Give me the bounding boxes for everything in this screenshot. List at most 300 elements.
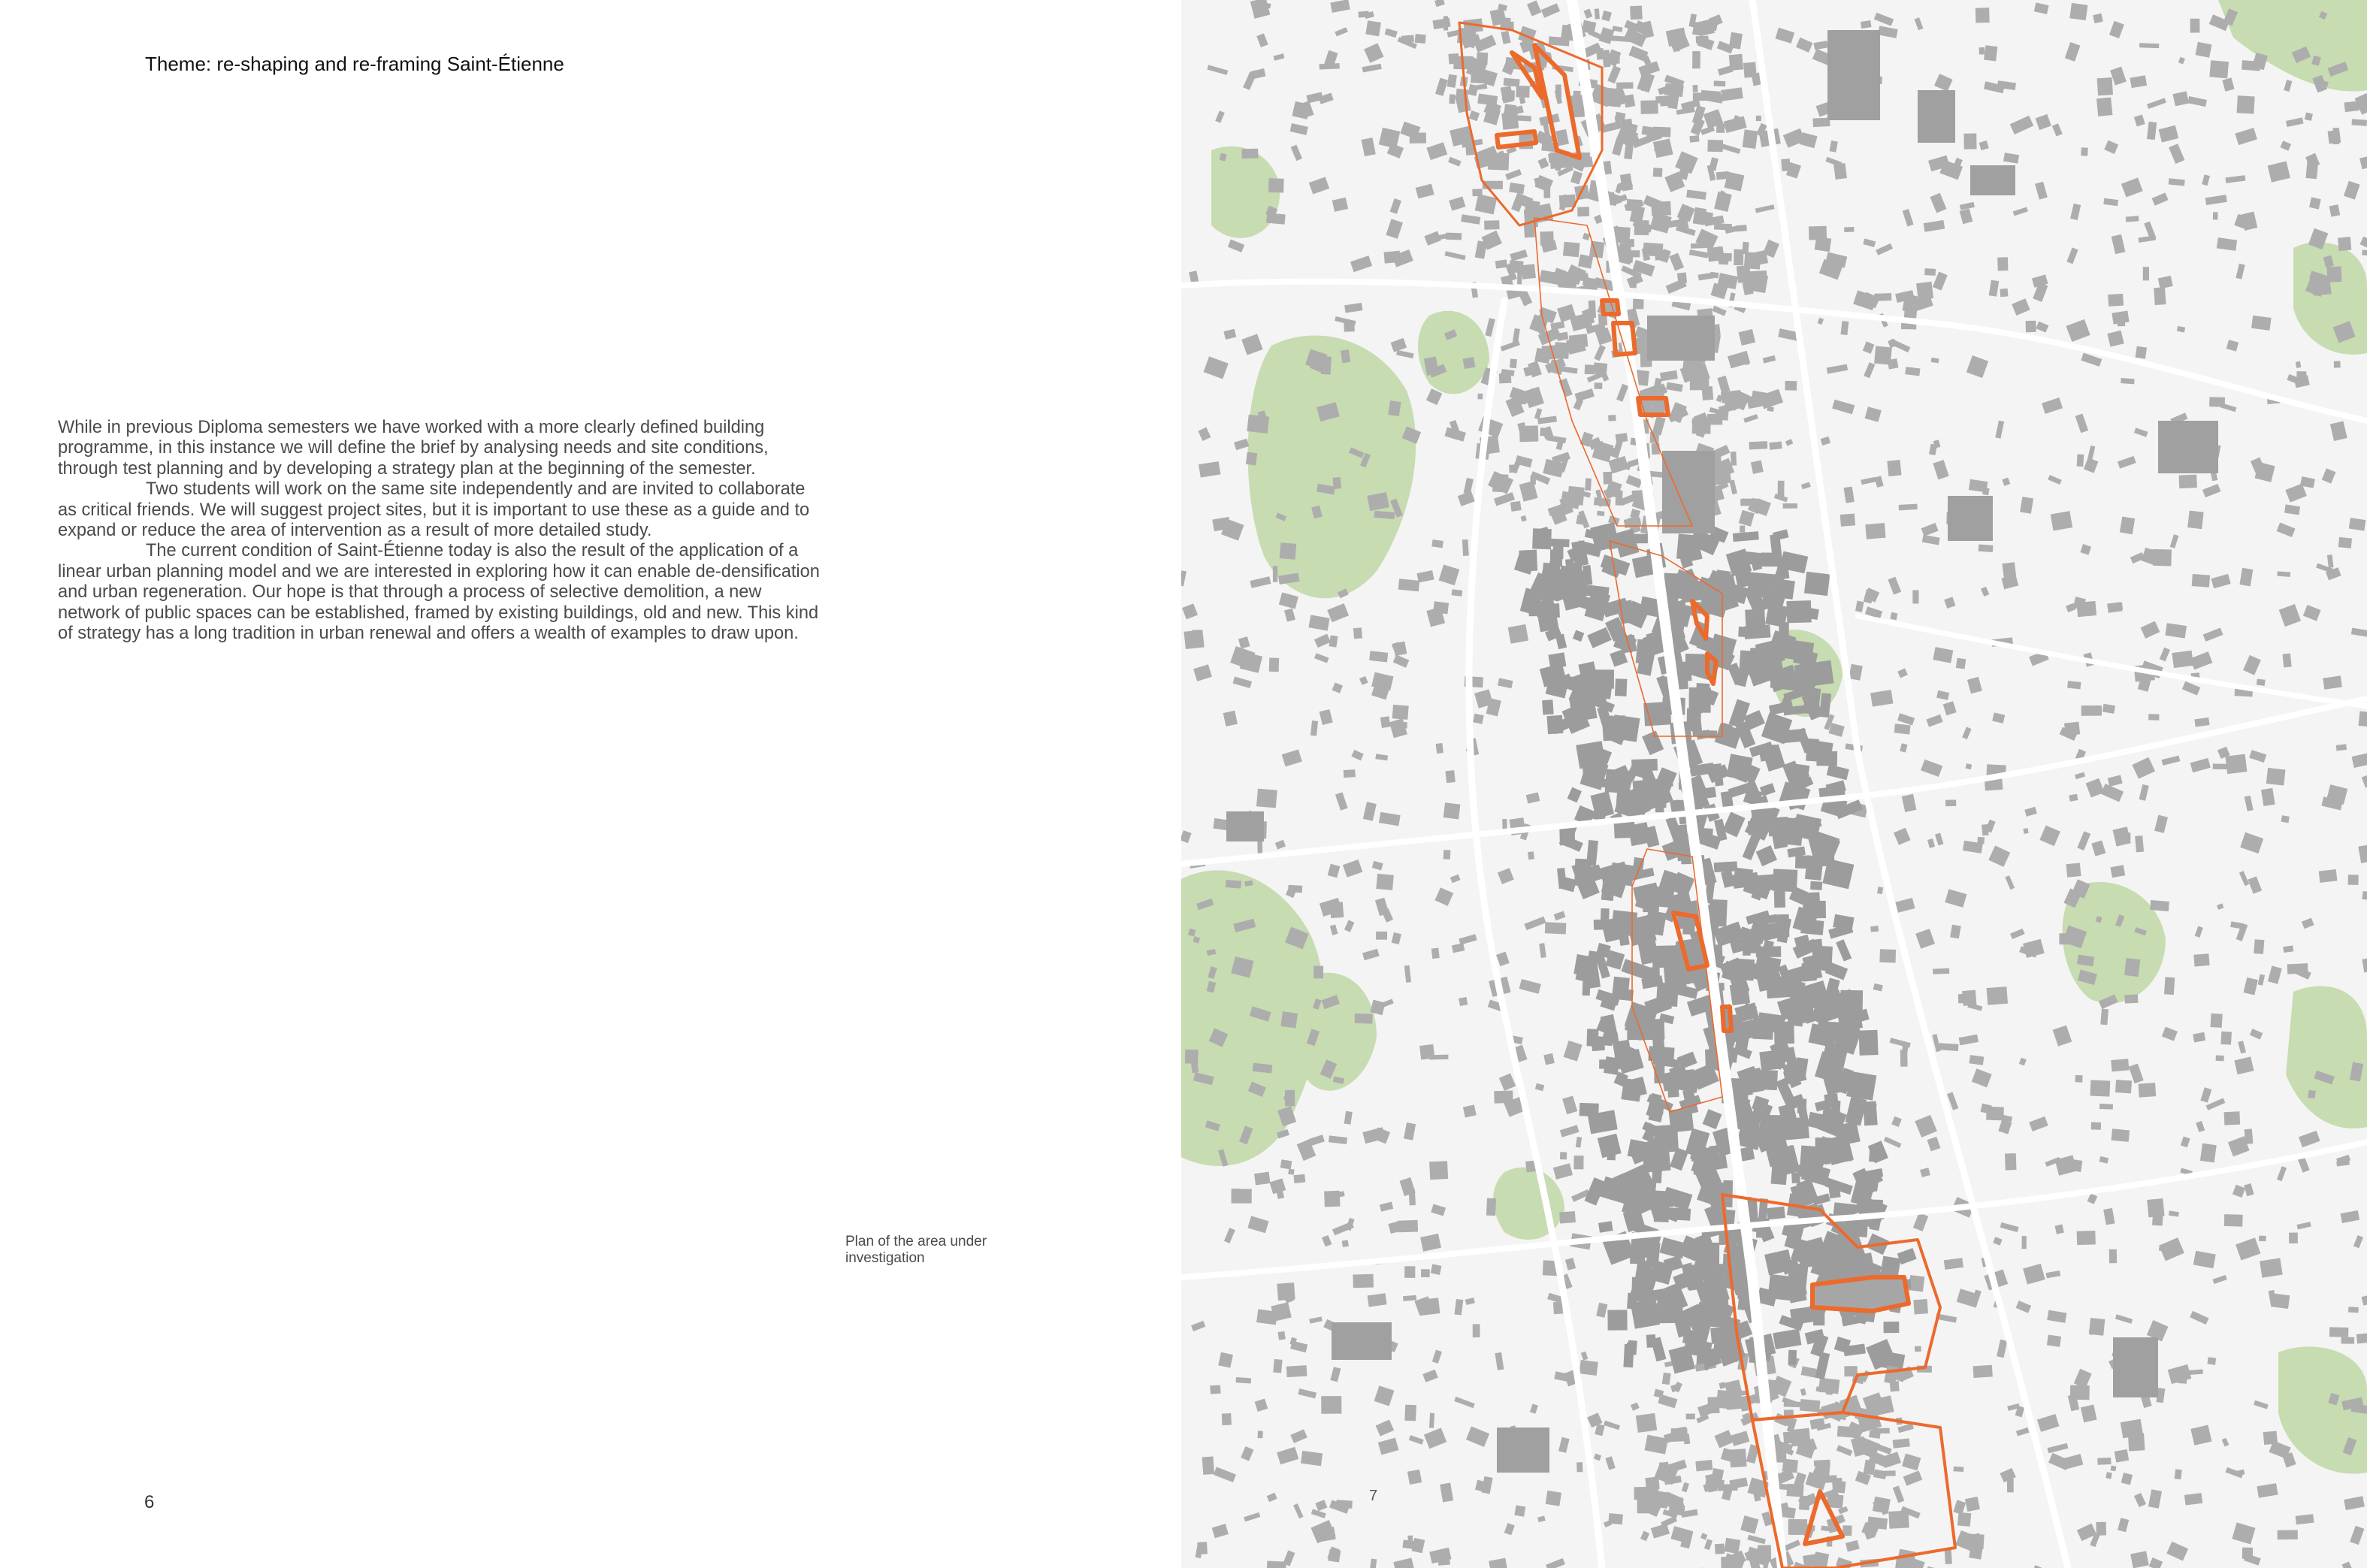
building-block (1320, 63, 1340, 69)
building-block (1365, 20, 1381, 36)
building-block (2090, 1080, 2110, 1097)
building-block (2179, 475, 2197, 488)
building-block (1756, 116, 1761, 121)
building-block (1607, 1310, 1627, 1330)
building-block (1737, 1282, 1749, 1299)
building-block (1246, 452, 1257, 466)
building-block (1750, 579, 1768, 594)
building-block (2111, 1466, 2117, 1472)
building-block (1342, 1240, 1349, 1247)
building-block (1979, 545, 1994, 553)
building-block (1450, 94, 1456, 104)
building-block (1355, 1014, 1373, 1024)
building-block (1286, 1365, 1307, 1377)
building-block (2118, 319, 2125, 327)
building-block (1738, 627, 1752, 638)
building-block (1353, 1274, 1374, 1288)
building-block (1514, 1505, 1525, 1516)
building-block (2308, 1090, 2316, 1099)
building-block (1714, 80, 1726, 86)
building-block (2108, 294, 2124, 307)
building-block (2097, 1458, 2111, 1465)
building-block (1640, 1304, 1658, 1319)
building-block (2164, 977, 2175, 995)
building-block (1398, 579, 1420, 591)
building-block (1913, 1299, 1928, 1314)
building-block (2147, 1198, 2164, 1217)
building-block (1780, 669, 1789, 678)
building-block (1742, 242, 1749, 254)
building-block (1884, 1322, 1900, 1333)
building-block (1277, 1282, 1295, 1301)
building-block (2115, 1080, 2132, 1093)
site-south-block (1812, 1277, 1909, 1311)
building-block (2154, 287, 2166, 305)
building-block (1652, 127, 1670, 137)
building-block (1256, 789, 1277, 808)
building-block (1887, 460, 1901, 476)
building-block (1495, 259, 1507, 268)
building-block (1979, 47, 1985, 55)
building-block (1987, 986, 2008, 1005)
building-block (1939, 1043, 1958, 1051)
building-block (1643, 243, 1663, 257)
building-block (1301, 1451, 1323, 1466)
building-block (1749, 270, 1767, 279)
building-block (2259, 1236, 2266, 1242)
building-block (1733, 868, 1753, 889)
building-block (1376, 874, 1393, 890)
building-block (1824, 1093, 1839, 1103)
building-block (1715, 1544, 1725, 1554)
building-block (1869, 1219, 1881, 1231)
building-block (1241, 149, 1258, 159)
building-block (1671, 1428, 1688, 1442)
building-block (1597, 511, 1604, 516)
building-block (1595, 8, 1600, 19)
building-block (1236, 1377, 1252, 1384)
building-block (1603, 472, 1612, 485)
building-block (1336, 1500, 1353, 1509)
building-block (2097, 77, 2113, 95)
building-block (1277, 1331, 1285, 1340)
building-block (1380, 716, 1391, 728)
building-block (1517, 268, 1522, 285)
paragraph-2: Two students will work on the same site independently and are invited to collaborate as critical friends. We will suggest project sites, but it is important to use these as a guide and to expand or reduce the area of intervention as a result of more detailed study. (58, 479, 810, 541)
building-block (1692, 51, 1700, 68)
building-block-large (1827, 30, 1880, 120)
building-block (2070, 1385, 2090, 1400)
building-block (1492, 474, 1508, 493)
building-block-large (1918, 90, 1955, 143)
building-block-large (1226, 811, 1264, 841)
building-block (2007, 1477, 2014, 1493)
building-block (1477, 394, 1483, 400)
building-block (1900, 1050, 1908, 1067)
building-block (1815, 1027, 1826, 1039)
building-block (2281, 815, 2290, 823)
building-block (1660, 95, 1674, 107)
building-block (1581, 956, 1594, 977)
building-block (1810, 881, 1822, 890)
building-block (2096, 97, 2113, 116)
building-block (2196, 42, 2212, 58)
building-block (1344, 321, 1355, 331)
building-block (2213, 212, 2218, 219)
building-block (1548, 153, 1557, 163)
building-block (1655, 793, 1666, 808)
building-block (2207, 1357, 2216, 1365)
building-block (1608, 415, 1616, 421)
building-block (2296, 361, 2301, 368)
building-block (1254, 1172, 1271, 1186)
building-block (1640, 100, 1658, 113)
building-block (1256, 1309, 1277, 1325)
building-block (2081, 147, 2088, 156)
building-block (1576, 1462, 1583, 1472)
building-block (2096, 1522, 2106, 1536)
building-block (1197, 1542, 1208, 1554)
building-block (1646, 1490, 1670, 1509)
building-block (1956, 658, 1966, 669)
building-block (1285, 1090, 1295, 1106)
building-block (2251, 316, 2272, 331)
building-block (2051, 511, 2072, 530)
building-block (1280, 542, 1297, 560)
building-block (1654, 144, 1670, 152)
building-block (1560, 1152, 1567, 1159)
building-block (1437, 1554, 1450, 1566)
building-block (1462, 539, 1469, 556)
building-block (1516, 115, 1531, 121)
building-block (2026, 321, 2036, 332)
building-block (2047, 1335, 2061, 1347)
building-block (2341, 1337, 2355, 1344)
building-block (2348, 875, 2359, 885)
building-block (2021, 1236, 2026, 1249)
building-block-large (1332, 1322, 1392, 1360)
building-block (1696, 36, 1709, 44)
building-block (1580, 1360, 1598, 1376)
building-block (1630, 282, 1637, 288)
building-block (1632, 555, 1654, 578)
building-block (1545, 922, 1567, 934)
building-block (1630, 5, 1643, 20)
building-block (1404, 1266, 1415, 1278)
building-block (2200, 1144, 2217, 1163)
building-block (1313, 966, 1323, 979)
building-block (1184, 630, 1205, 649)
building-block (1677, 273, 1687, 284)
building-block (2175, 1469, 2182, 1479)
map-caption: Plan of the area under investigation (845, 1234, 987, 1266)
building-block (1865, 523, 1885, 539)
building-block (1510, 501, 1522, 512)
building-block (1880, 1256, 1900, 1278)
building-block (1712, 1468, 1724, 1480)
building-block (2100, 1009, 2109, 1026)
building-block (1583, 977, 1591, 995)
building-block (1888, 358, 1899, 370)
building-block (1484, 220, 1499, 229)
building-block (1804, 572, 1830, 596)
building-block (2193, 953, 2209, 966)
building-block (1589, 301, 1596, 319)
building-block-large (1948, 496, 1993, 541)
building-block (1446, 233, 1462, 240)
building-block (1783, 503, 1797, 509)
building-block (1548, 652, 1566, 669)
building-block (1730, 1449, 1747, 1467)
building-block (1521, 264, 1536, 279)
building-block (1595, 382, 1603, 389)
building-block (1421, 1269, 1430, 1277)
building-block (2362, 891, 2367, 899)
building-block (1976, 8, 1990, 23)
building-block (2081, 705, 2102, 716)
building-block (1785, 381, 1797, 391)
building-block (2349, 518, 2366, 530)
building-block (1809, 226, 1827, 240)
building-block (1294, 1174, 1306, 1183)
building-block (1803, 901, 1826, 919)
building-block (1210, 1385, 1220, 1394)
building-block (2190, 19, 2200, 33)
paragraph-3: The current condition of Saint-Étienne today is also the result of the application of a linear urban planning model and we are interested in exploring how it can enable de-densification and urban regeneration. Our hope is that through a process of selective demolition, a new network of public spaces can be established, framed by existing buildings, old and new. This kind of strategy has a long tradition in urban renewal and offers a wealth of examples to draw upon. (58, 541, 820, 644)
building-block (2282, 654, 2291, 668)
building-block (1585, 478, 1592, 491)
building-block (1612, 977, 1630, 999)
building-block (1685, 654, 1708, 672)
building-block (1549, 539, 1569, 548)
building-block (2091, 1122, 2101, 1130)
building-block (1686, 1413, 1695, 1419)
building-block (1431, 948, 1440, 959)
building-block (2075, 1075, 2083, 1083)
building-block (2128, 1433, 2145, 1451)
building-block (1783, 1431, 1799, 1444)
building-block (1443, 802, 1461, 819)
building-block (1321, 1396, 1341, 1414)
building-block (1643, 900, 1659, 912)
building-block (2178, 1367, 2188, 1384)
building-block (1963, 1533, 1985, 1549)
page-number-right: 7 (1369, 1488, 1378, 1504)
building-block (1729, 32, 1743, 50)
building-block (1883, 1470, 1896, 1476)
building-block (1231, 1189, 1251, 1204)
building-block (1542, 699, 1554, 715)
building-block (1407, 1470, 1422, 1485)
building-block (2136, 346, 2147, 359)
building-block (1516, 86, 1529, 98)
building-block (1368, 1293, 1387, 1307)
building-block (1608, 1513, 1623, 1524)
building-block (1718, 1484, 1738, 1491)
building-block (1258, 1431, 1263, 1438)
building-block (2338, 537, 2352, 548)
building-block (2359, 711, 2367, 727)
building-block (1788, 763, 1809, 788)
building-block (1749, 441, 1768, 449)
building-block (2099, 1104, 2113, 1110)
building-block-large (1497, 1428, 1549, 1473)
building-block (1656, 983, 1679, 1007)
building-block (1524, 223, 1535, 238)
building-block (1924, 268, 1936, 276)
building-block (1401, 35, 1414, 42)
building-block (1909, 1275, 1924, 1292)
building-block (1840, 990, 1863, 1017)
building-block (1369, 651, 1388, 662)
building-block (1330, 902, 1344, 918)
building-block (1504, 78, 1520, 87)
building-block (1695, 1460, 1713, 1471)
building-block (1431, 539, 1443, 548)
building-block (2225, 754, 2247, 775)
building-block (2277, 571, 2290, 576)
building-block (2216, 1056, 2224, 1062)
building-block (2278, 1530, 2298, 1539)
building-block (1774, 1021, 1794, 1044)
building-block (1443, 850, 1451, 860)
building-block (1288, 1169, 1294, 1175)
building-block (2220, 1032, 2232, 1045)
building-block (1280, 1159, 1292, 1169)
building-block (2254, 939, 2264, 954)
building-block (1769, 441, 1782, 449)
building-block (1778, 481, 1785, 497)
building-block (1859, 1030, 1879, 1056)
building-block (1734, 249, 1743, 265)
building-block (2172, 651, 2193, 668)
building-block (2209, 60, 2229, 78)
building-block (1502, 90, 1515, 101)
building-block (1404, 1405, 1416, 1421)
building-block (1984, 45, 1997, 61)
left-page (0, 0, 1180, 1568)
building-block (1840, 513, 1855, 526)
building-block (1431, 1264, 1442, 1275)
building-block (1707, 140, 1723, 152)
building-block (1869, 1430, 1881, 1439)
building-block (1480, 54, 1486, 62)
building-block (1598, 1221, 1613, 1233)
building-block (1714, 861, 1738, 872)
building-block (2334, 361, 2341, 367)
building-block (2077, 455, 2084, 467)
building-block (1700, 90, 1721, 101)
building-block (1879, 949, 1896, 962)
building-block (1693, 85, 1698, 92)
building-block (2066, 863, 2081, 878)
building-block-large (1647, 316, 1715, 361)
building-block (2150, 900, 2169, 911)
building-block (1710, 1264, 1728, 1273)
building-block (1429, 1413, 1434, 1428)
building-block (1376, 932, 1387, 940)
building-block (1202, 1456, 1214, 1474)
building-block (2329, 1327, 2348, 1337)
building-block (1269, 658, 1279, 672)
building-block (2242, 1548, 2253, 1559)
building-block (1550, 683, 1561, 693)
building-block (1573, 1156, 1583, 1169)
building-block (1563, 242, 1580, 258)
building-block (2351, 119, 2367, 125)
building-block (1546, 1491, 1561, 1506)
building-block (2153, 549, 2172, 566)
building-block (1870, 926, 1879, 932)
building-block (1393, 642, 1407, 657)
building-block (1945, 800, 1956, 807)
building-block (1740, 526, 1745, 533)
building-block (2192, 574, 2210, 588)
building-block (1429, 1161, 1448, 1180)
building-block (1695, 1364, 1705, 1372)
building-block (2111, 1059, 2129, 1071)
building-block (1837, 1426, 1855, 1438)
building-block (1752, 1069, 1778, 1090)
building-block (1332, 477, 1341, 489)
building-block (2126, 216, 2139, 222)
building-block (1653, 168, 1663, 177)
building-block (1472, 189, 1482, 196)
building-block (2237, 95, 2255, 114)
building-block (1587, 669, 1614, 688)
building-block (2023, 828, 2028, 834)
building-block (1957, 1512, 1971, 1527)
building-block (1877, 887, 1883, 894)
building-block (2266, 768, 2286, 786)
building-block (1794, 1014, 1804, 1027)
building-block (2348, 1307, 2359, 1313)
building-block (1779, 817, 1804, 845)
building-block (1452, 589, 1463, 596)
building-block (1388, 400, 1401, 416)
building-block (1963, 134, 1976, 150)
building-block (1719, 253, 1732, 261)
building-block-large (2158, 421, 2218, 473)
building-block (1646, 1242, 1660, 1268)
building-block (1912, 591, 1918, 604)
building-block (1222, 1413, 1232, 1425)
building-block (1553, 1301, 1563, 1314)
building-block (1788, 1350, 1797, 1365)
building-block (1559, 828, 1575, 846)
building-block (1555, 84, 1561, 97)
building-block (1445, 770, 1455, 783)
building-block (1800, 1399, 1820, 1412)
building-block (1226, 880, 1241, 889)
building-block (1636, 639, 1649, 664)
building-block (2115, 1449, 2129, 1463)
building-block (1899, 504, 1918, 511)
city-map (1181, 0, 2367, 1568)
page-number-left: 6 (144, 1492, 155, 1512)
building-block (1615, 678, 1627, 696)
building-block (1997, 257, 2008, 270)
building-block (1598, 778, 1613, 788)
building-block (1731, 452, 1737, 466)
building-block-large (1662, 451, 1715, 533)
building-block (1673, 1310, 1694, 1322)
building-block (1628, 1340, 1637, 1355)
building-block (2211, 1014, 2223, 1028)
building-block (1786, 600, 1811, 623)
building-block (1576, 741, 1605, 769)
building-block (2333, 128, 2340, 144)
